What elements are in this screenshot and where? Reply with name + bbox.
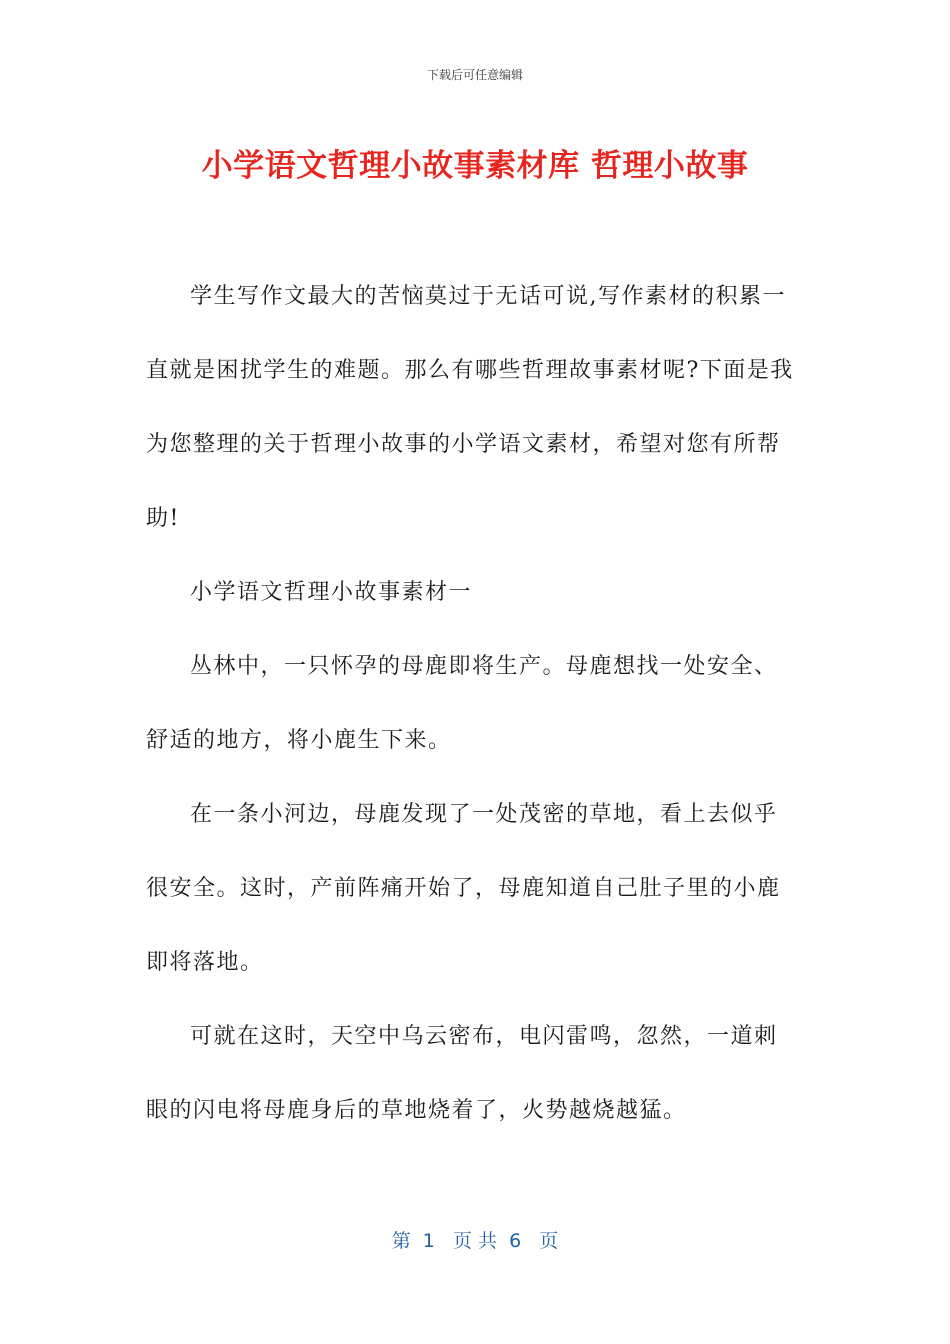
- paragraph-story-3: [146, 1000, 806, 1148]
- document-title: 小学语文哲理小故事素材库 哲理小故事: [201, 148, 749, 184]
- paragraph-story-1: [146, 630, 806, 778]
- section-heading: 小学语文哲理小故事素材一: [190, 580, 473, 605]
- text-line: 助!: [146, 506, 180, 531]
- text-line: 为您整理的关于哲理小故事的小学语文素材，希望对您有所帮: [146, 432, 781, 457]
- text-line: 丛林中，一只怀孕的母鹿即将生产。母鹿想找一处安全、: [190, 654, 778, 679]
- text-line: 可就在这时，天空中乌云密布，电闪雷鸣，忽然，一道刺: [190, 1024, 778, 1049]
- text-line: 舒适的地方，将小鹿生下来。: [146, 728, 452, 753]
- text-line: 学生写作文最大的苦恼莫过于无话可说,写作素材的积累一: [190, 284, 786, 309]
- page-number-footer: 第 1 页 共 6 页: [391, 1230, 559, 1252]
- paragraph-section-heading: [146, 556, 806, 630]
- document-body: [146, 260, 806, 1148]
- header-note: 下载后可任意编辑: [426, 68, 523, 82]
- text-line: 眼的闪电将母鹿身后的草地烧着了，火势越烧越猛。: [146, 1098, 687, 1123]
- paragraph-story-2: [146, 778, 806, 1000]
- text-line: 直就是困扰学生的难题。那么有哪些哲理故事素材呢?下面是我: [146, 358, 794, 383]
- paragraph-intro: [146, 260, 806, 556]
- text-line: 即将落地。: [146, 950, 264, 975]
- text-line: 很安全。这时，产前阵痛开始了，母鹿知道自己肚子里的小鹿: [146, 876, 781, 901]
- text-line: 在一条小河边，母鹿发现了一处茂密的草地，看上去似乎: [190, 802, 778, 827]
